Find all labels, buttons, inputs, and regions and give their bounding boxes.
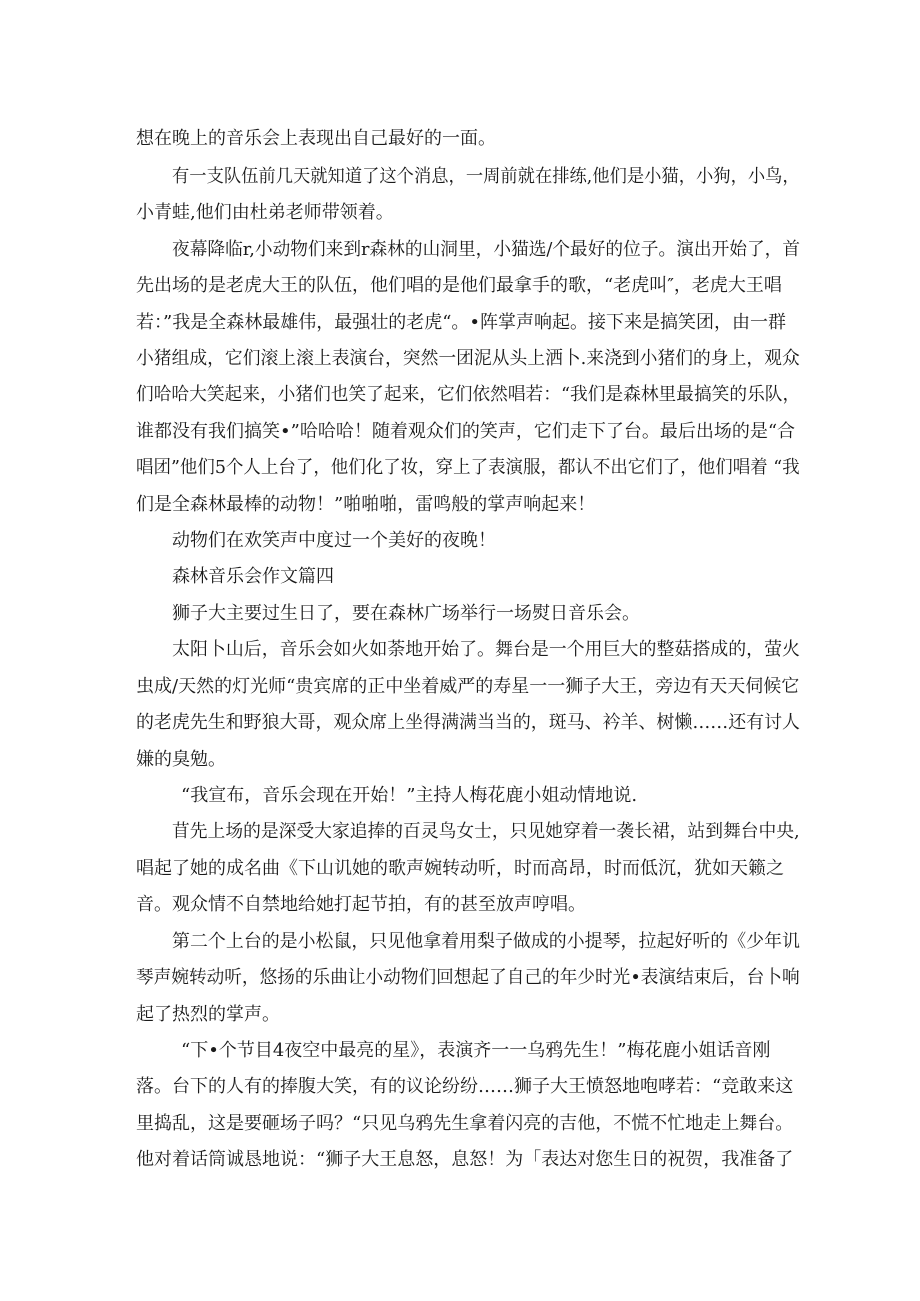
text-line: 的老虎先生和野狼大哥，观众席上坐得满满当当的，斑马、衿羊、树懒……还有讨人 bbox=[136, 712, 801, 733]
text-line: 先出场的是老虎大王的队伍，他们唱的是他们最拿手的歌，“老虎叫″，老虎大王唱 bbox=[136, 275, 782, 296]
text-line: 苜先上场的是深受大家追捧的百灵鸟女士，只见她穿着一袭长裙，站到舞台中央, bbox=[172, 821, 800, 842]
text-line: 们是全森林最棒的动物！”啪啪啪，雷鸣般的掌声响起来！ bbox=[136, 494, 596, 515]
text-line: 琴声婉转动听，悠扬的乐曲让小动物们回想起了自己的年少时光•表演结束后，台卜响 bbox=[136, 967, 800, 988]
text-line: 嫌的臭勉。 bbox=[136, 749, 226, 770]
section-heading: 森林音乐会作文篇四 bbox=[172, 566, 334, 587]
text-line: 唱团”他们5个人上台了，他们化了妆，穿上了表演服，都认不出它们了，他们唱着 “我 bbox=[136, 457, 800, 478]
text-line: 里捣乱，这是要砸场子吗？“只见乌鸦先生拿着闪亮的吉他，不慌不忙地走上舞台。 bbox=[136, 1113, 794, 1134]
text-line: 第二个上台的是小松鼠，只见他拿着用梨子做成的小提琴，拉起好听的《少年讥 bbox=[172, 931, 800, 952]
text-line: 虫成/天然的灯光师“贵宾席的正中坐着威严的寿星一一狮子大王，旁边有天天伺候它 bbox=[136, 676, 800, 697]
text-line: 动物们在欢笑声中度过一个美好的夜晚！ bbox=[172, 530, 496, 551]
text-line: 有一支队伍前几天就知道了这个消息，一周前就在排练,他们是小猫，小狗，小鸟， bbox=[172, 166, 800, 187]
text-line: 太阳卜山后，音乐会如火如荼地开始了。舞台是一个用巨大的整菇搭成的，萤火 bbox=[172, 639, 800, 660]
text-line: “我宣布，音乐会现在开始！”主持人梅花鹿小姐动情地说. bbox=[181, 785, 638, 806]
text-line: 们哈哈大笑起来，小猪们也笑了起来，它们依然唱若：“我们是森林里最搞笑的乐队， bbox=[136, 384, 801, 405]
text-line: “下•个节目4夜空中最亮的星》，表演齐一一乌鸦先生！”梅花鹿小姐话音刚 bbox=[181, 1040, 771, 1061]
text-line: 起了热烈的掌声。 bbox=[136, 1004, 280, 1025]
text-line: 他对着话筒诚恳地说：“狮子大王息怒，息怒！为「表达对您生日的祝贺，我准备了 bbox=[136, 1149, 794, 1170]
text-line: 想在晚上的音乐会上表现出自己最好的一面。 bbox=[136, 128, 496, 149]
text-line: 落。台下的人有的捧腹大笑，有的议论纷纷……狮子大王愤怒地咆哮若：“竞敢来这 bbox=[136, 1076, 794, 1097]
text-line: 小青蛙,他们由杜弟老师带领着。 bbox=[136, 202, 394, 223]
text-line: 狮子大主要过生日了，要在森林广场举行一场熨日音乐会。 bbox=[172, 603, 640, 624]
text-line: 谁都没有我们搞笑•”哈哈哈！随着观众们的笑声，它们走下了台。最后出场的是“合 bbox=[136, 421, 796, 442]
text-line: 夜幕降临r,小动物们来到r森林的山洞里，小猫选/个最好的位子。演出开始了，首 bbox=[172, 239, 801, 260]
text-line: 小猪组成，它们滚上滚上表演台，突然一团泥从头上洒卜.来浇到小猪们的身上，观众 bbox=[136, 348, 800, 369]
text-line: 若：”我是全森林最雄伟，最强壮的老虎“。•阵掌声响起。接下来是搞笑团，由一群 bbox=[136, 312, 787, 333]
text-line: 唱起了她的成名曲《下山讥她的歌声婉转动听，时而高昂，时而低沉，犹如天籁之 bbox=[136, 858, 784, 879]
text-line: 音。观众情不自禁地给她打起节拍，有的甚至放声哼唱。 bbox=[136, 894, 586, 915]
